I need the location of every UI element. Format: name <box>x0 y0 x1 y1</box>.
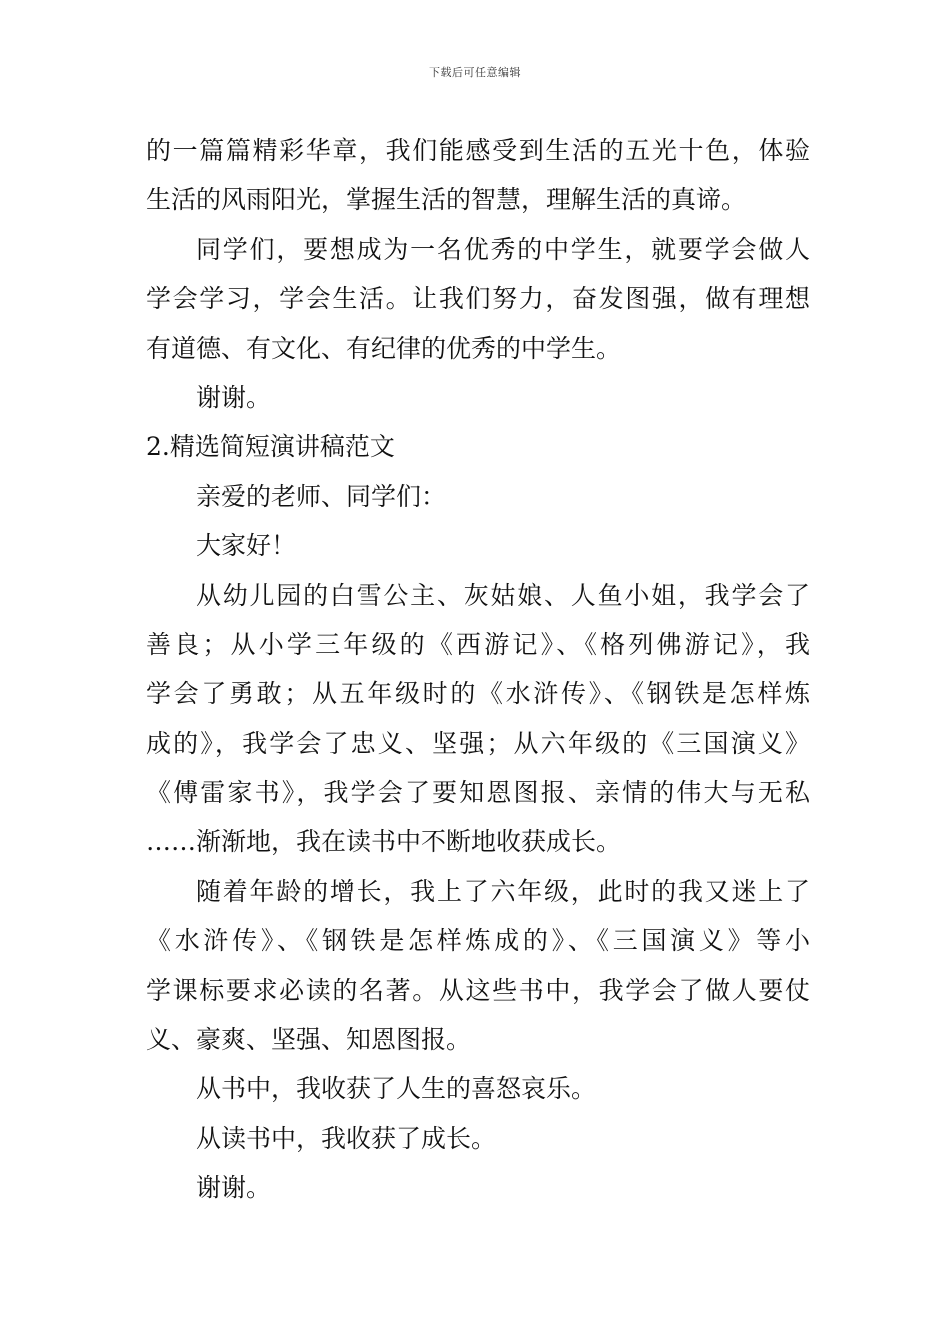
salutation: 亲爱的老师、同学们： <box>196 481 447 511</box>
section-heading: 2.精选简短演讲稿范文 <box>146 432 395 462</box>
body-line: ……渐渐地，我在读书中不断地收获成长。 <box>146 827 622 857</box>
document-body <box>146 126 810 1213</box>
body-line: 随着年龄的增长，我上了六年级，此时的我又迷上了 <box>196 876 810 906</box>
closing-thanks: 谢谢。 <box>196 382 272 412</box>
body-line: 有道德、有文化、有纪律的优秀的中学生。 <box>146 333 622 363</box>
body-line: 生活的风雨阳光，掌握生活的智慧，理解生活的真谛。 <box>146 185 747 215</box>
closing-thanks: 谢谢。 <box>196 1173 272 1203</box>
body-line: 学会学习，学会生活。让我们努力，奋发图强，做有理想 <box>146 284 810 314</box>
greeting: 大家好！ <box>196 531 297 561</box>
body-line: 善良；从小学三年级的《西游记》、《格列佛游记》，我 <box>146 629 810 659</box>
body-line: 《水浒传》、《钢铁是怎样炼成的》、《三国演义》等小 <box>146 926 810 956</box>
body-line: 成的》，我学会了忠义、坚强；从六年级的《三国演义》 <box>146 728 810 758</box>
body-line: 学会了勇敢；从五年级时的《水浒传》、《钢铁是怎样炼 <box>146 679 810 709</box>
body-line: 从读书中，我收获了成长。 <box>196 1123 497 1153</box>
body-line: 从书中，我收获了人生的喜怒哀乐。 <box>196 1074 597 1104</box>
page-header-watermark: 下载后可任意编辑 <box>429 66 521 79</box>
body-line: 《傅雷家书》，我学会了要知恩图报、亲情的伟大与无私 <box>146 778 810 808</box>
body-line: 义、豪爽、坚强、知恩图报。 <box>146 1025 472 1055</box>
body-line: 从幼儿园的白雪公主、灰姑娘、人鱼小姐，我学会了 <box>196 580 810 610</box>
body-line: 的一篇篇精彩华章，我们能感受到生活的五光十色，体验 <box>146 136 810 165</box>
body-line: 同学们，要想成为一名优秀的中学生，就要学会做人 <box>196 234 810 264</box>
body-line: 学课标要求必读的名著。从这些书中，我学会了做人要仗 <box>146 975 810 1005</box>
